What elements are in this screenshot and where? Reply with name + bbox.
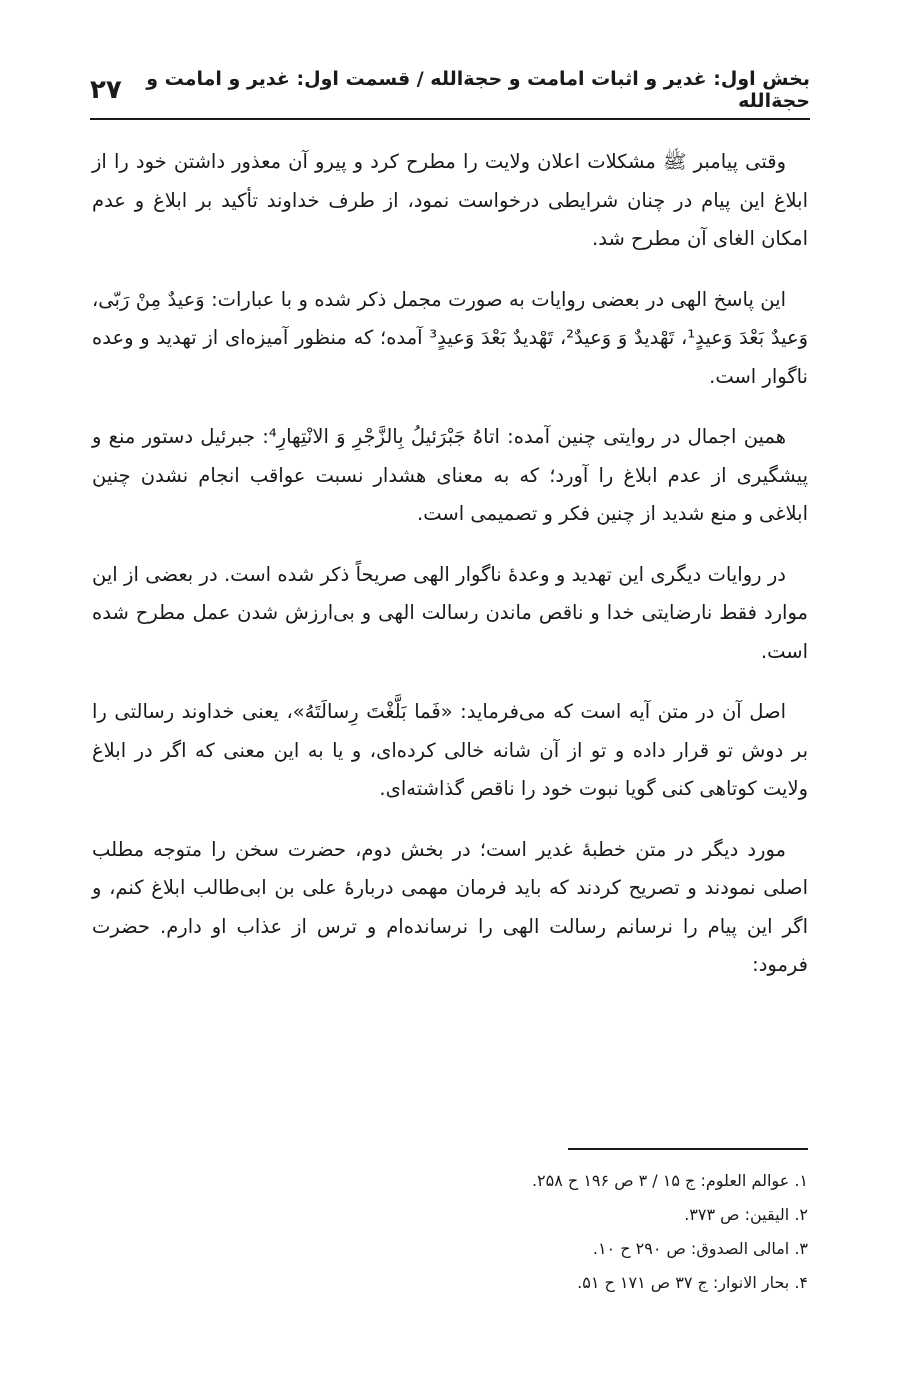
footnote-3: ۳. امالی الصدوق: ص ۲۹۰ ح ۱۰.: [592, 1239, 808, 1258]
running-header: [90, 70, 810, 110]
paragraph-4: در روایات دیگری این تهدید و وعدهٔ ناگوار الهی صریحاً ذکر شده است. در بعضی از این موارد فقط نارضایتی خدا و ناقص ماندن رسالت الهی و بی‌ارزش شدن عمل مطرح شده است.: [92, 562, 808, 663]
paragraph-6: مورد دیگر در متن خطبهٔ غدیر است؛ در بخش دوم، حضرت سخن را متوجه مطلب اصلی نمودند و تصریح کردند که باید فرمان مهمی دربارهٔ علی بن ابی‌طالب ابلاغ کنم، و اگر این پیام را نرسانم رسالت الهی را نرسانده‌ام و ترس از عذاب او دارم. حضرت فرمود:: [92, 837, 808, 976]
paragraph-1: وقتی پیامبر ﷺ مشکلات اعلان ولایت را مطرح کرد و پیرو آن معذور داشتن خود را از ابلاغ این پیام در چنان شرایطی درخواست نمود، از طرف خداوند تأکید بر ابلاغ و عدم امکان الغای آن مطرح شد.: [92, 150, 808, 250]
footnote-4: ۴. بحار الانوار: ج ۳۷ ص ۱۷۱ ح ۵۱.: [577, 1273, 808, 1292]
footnote-1: ۱. عوالم العلوم: ج ۱۵ / ۳ ص ۱۹۶ ح ۲۵۸.: [531, 1171, 808, 1190]
page-number: ۲۷: [90, 75, 122, 105]
footnotes: [92, 1164, 808, 1300]
paragraph-3: همین اجمال در روایتی چنین آمده: اتاهُ جَبْرَئیلُ بِالزَّجْرِ وَ الانْتِهارِ⁴: جبرئیل دستور منع و پیشگیری از عدم ابلاغ را آورد؛ که به معنای هشدار نسبت عواقب انجام نشدن چنین ابلاغی و منع شدید از چنین فکر و تصمیمی است.: [92, 425, 808, 525]
body-text: [92, 143, 808, 1007]
running-header-title: بخش اول: غدیر و اثبات امامت و حجةالله / قسمت اول: غدیر و امامت و حجةالله: [146, 68, 810, 112]
header-divider: [90, 118, 810, 120]
paragraph-2: این پاسخ الهی در بعضی روایات به صورت مجمل ذکر شده و با عبارات: وَعیدٌ مِنْ رَبّی، وَعیدٌ بَعْدَ وَعیدٍ¹، تَهْدیدٌ وَ وَعیدٌ²، تَهْدیدٌ بَعْدَ وَعیدٍ³ آمده؛ که منظور آمیزه‌ای از تهدید و وعده ناگوار است.: [92, 287, 809, 388]
paragraph-5: اصل آن در متن آیه است که می‌فرماید: «فَما بَلَّغْتَ رِسالَتَهُ»، یعنی خداوند رسالتی را بر دوش تو قرار داده و تو از آن شانه خالی کرده‌ای، و یا به این معنی که اگر در ابلاغ ولایت کوتاهی کنی گویا نبوت خود را ناقص گذاشته‌ای.: [92, 700, 808, 800]
footnote-2: ۲. الیقین: ص ۳۷۳.: [684, 1205, 808, 1224]
footnote-divider: [568, 1148, 808, 1150]
